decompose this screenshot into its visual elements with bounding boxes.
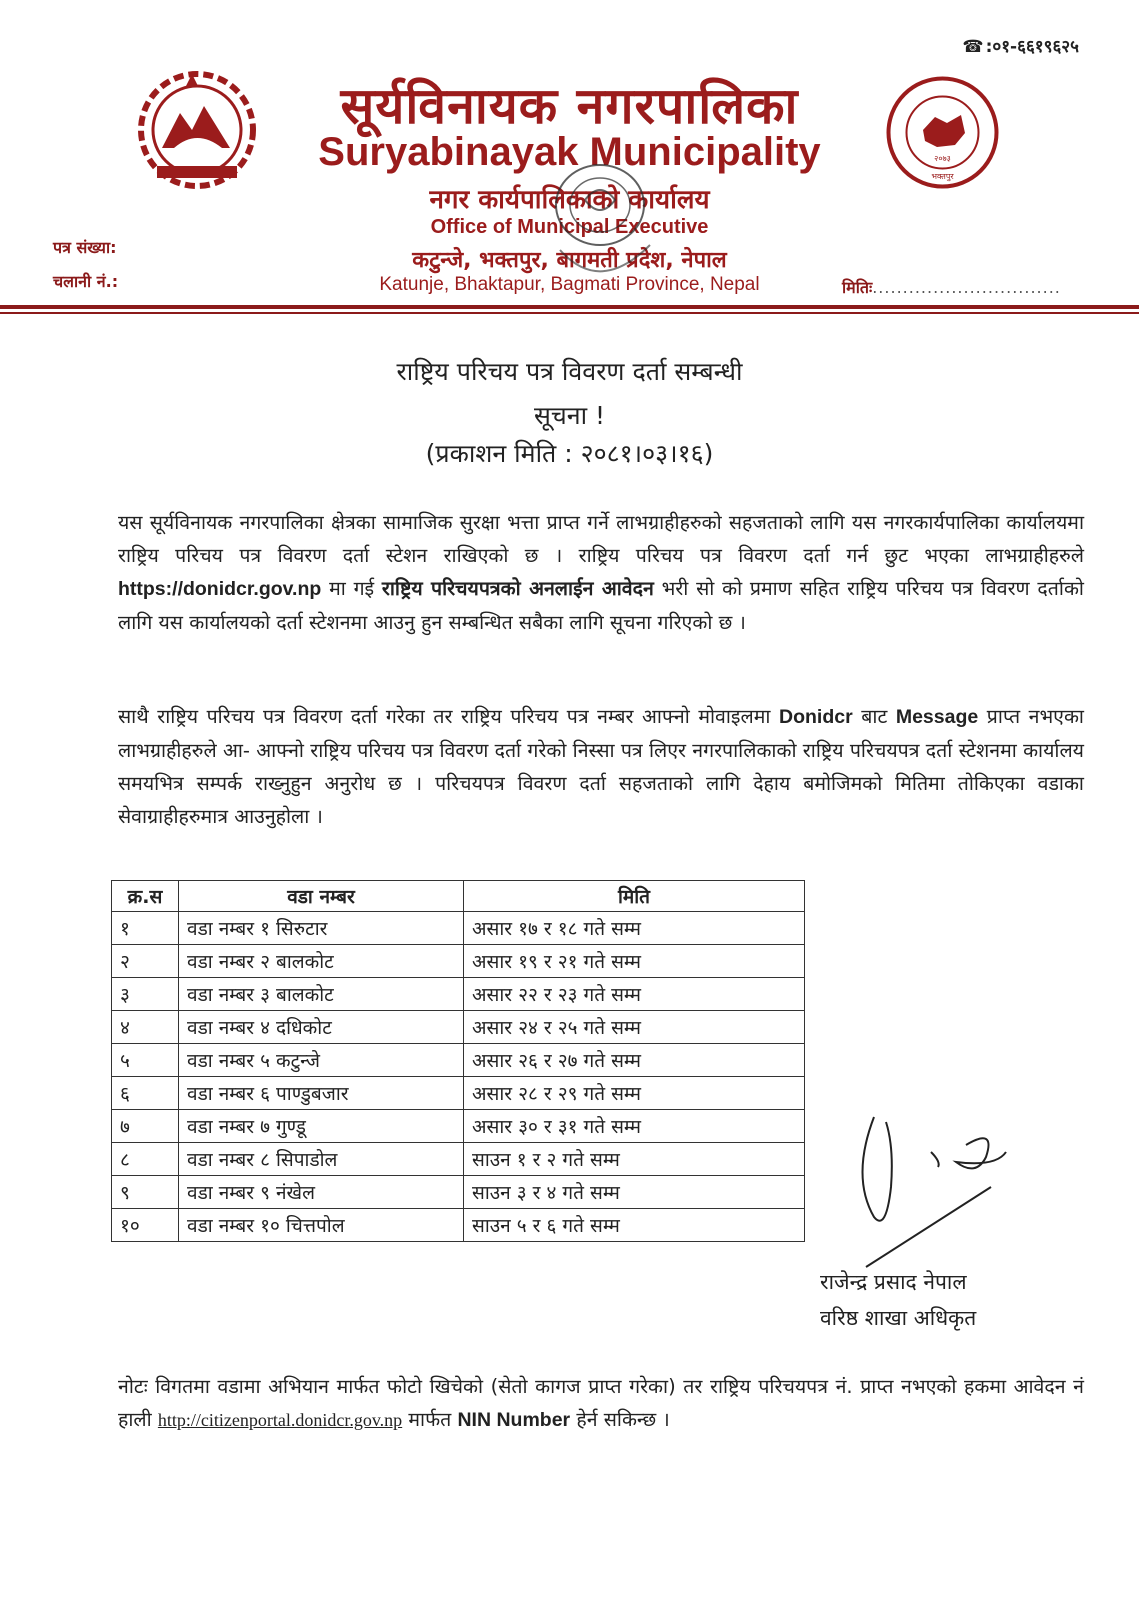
municipality-name-np: सूर्यविनायक नगरपालिका [340,77,799,135]
office-name-en: Office of Municipal Executive [430,216,709,238]
dispatch-number-label: चलानी नं.: [53,272,119,291]
header-ward: वडा नम्बर [179,881,464,912]
seal-place: भक्तपुर [931,172,954,181]
office-stamp-icon [540,150,660,300]
notice-paragraph-2: साथै राष्ट्रिय परिचय पत्र विवरण दर्ता गरेका तर राष्ट्रिय परिचय पत्र नम्बर आफ्नो मोवाइलमा Donidcr बाट Message प्राप्त नभएका लाभग्राहीहरुले आ- आफ्नो राष्ट्रिय परिचय पत्र विवरण दर्ता गरेको निस्सा पत्र लिएर नगरपालिकाको राष्ट्रिय परिचयपत्र दर्ता स्टेशनमा कार्यालय समयभित्र सम्पर्क राख्नुहुन अनुरोध छ । परिचयपत्र विवरण दर्ता सहजताको लागि देहाय बमोजिमको मितिमा तोकिएका वडाका सेवाग्राहीहरुमात्र आउनुहोला । [118,705,1084,828]
signatory-name: राजेन्द्र प्रसाद नेपाल [820,1270,967,1294]
table-row: ८ वडा नम्बर ८ सिपाडोल साउन १ र २ गते सम्म [112,1143,805,1176]
donidcr-link[interactable]: https://donidcr.gov.np [118,578,322,600]
address-np: कटुन्जे, भक्तपुर, बागमती प्रदेश, नेपाल [412,248,727,273]
notice-paragraph-1: यस सूर्यविनायक नगरपालिका क्षेत्रका सामाजिक सुरक्षा भत्ता प्राप्त गर्ने लाभग्राहीहरुको सहजताको लागि यस नगरकार्यपालिका कार्यालयमा राष्ट्रिय परिचय पत्र विवरण दर्ता स्टेशन राखिएको छ । राष्ट्रिय परिचय पत्र विवरण दर्ता गर्न छुट भएका लाभग्राहीहरुले https://donidcr.gov.np मा गई राष्ट्रिय परिचयपत्रको अनलाईन आवेदन भरी सो को प्रमाण सहित राष्ट्रिय परिचय पत्र विवरण दर्ताको लागि यस कार्यालयको दर्ता स्टेशनमा आउनु हुन सम्बन्धित सबैका लागि सूचना गरिएको छ । [118,511,1084,634]
ref-number-label: पत्र संख्या: [53,238,117,257]
header-rule-thin [0,312,1139,314]
phone-number: ☎ :०१-६६१९६२५ [962,37,1079,57]
footer-note: नोटः विगतमा वडामा अभियान मार्फत फोटो खिचेको (सेतो कागज प्राप्त गरेका) तर राष्ट्रिय परिचयपत्र नं. प्राप्त नभएको हकमा आवेदन नं हाली http://citizenportal.donidcr.gov.np मार्फत NIN Number हेर्न सकिन्छ । [118,1375,1084,1431]
table-row: ६ वडा नम्बर ६ पाण्डुबजार असार २८ र २९ गते सम्म [112,1077,805,1110]
signature-mark [846,1107,1026,1272]
date-field: मितिः............................... [842,278,1061,297]
table-header-row [112,881,805,912]
table-row: १ वडा नम्बर १ सिरुटार असार १७ र १८ गते सम्म [112,912,805,945]
table-row: ५ वडा नम्बर ५ कटुन्जे असार २६ र २७ गते सम्म [112,1044,805,1077]
header-date: मिति [464,881,805,912]
notice-title: राष्ट्रिय परिचय पत्र विवरण दर्ता सम्बन्धी [396,357,743,386]
table-row: ९ वडा नम्बर ९ नंखेल साउन ३ र ४ गते सम्म [112,1176,805,1209]
header-serial: क्र.स [112,881,179,912]
publication-date: (प्रकाशन मिति : २०८१।०३।१६) [425,439,714,468]
address-en: Katunje, Bhaktapur, Bagmati Province, Nepal [379,274,760,295]
ward-schedule-table [111,880,805,1242]
header-rule [0,305,1139,309]
citizenportal-link[interactable]: http://citizenportal.donidcr.gov.np [157,1410,403,1430]
table-row: ७ वडा नम्बर ७ गुण्डू असार ३० र ३१ गते सम्म [112,1110,805,1143]
table-row: २ वडा नम्बर २ बालकोट असार १९ र २१ गते सम्म [112,945,805,978]
table-row: ३ वडा नम्बर ३ बालकोट असार २२ र २३ गते सम्म [112,978,805,1011]
seal-year: २०७३ [934,154,951,163]
notice-heading: सूचना ! [533,401,606,430]
office-name-np: नगर कार्यपालिकाको कार्यालय [429,185,710,215]
municipality-name-en: Suryabinayak Municipality [318,130,821,174]
table-row: १० वडा नम्बर १० चित्तपोल साउन ५ र ६ गते सम्म [112,1209,805,1242]
signatory-designation: वरिष्ठ शाखा अधिकृत [820,1306,977,1330]
table-row: ४ वडा नम्बर ४ दधिकोट असार २४ र २५ गते सम्म [112,1011,805,1044]
phone-icon: ☎ [962,37,984,57]
